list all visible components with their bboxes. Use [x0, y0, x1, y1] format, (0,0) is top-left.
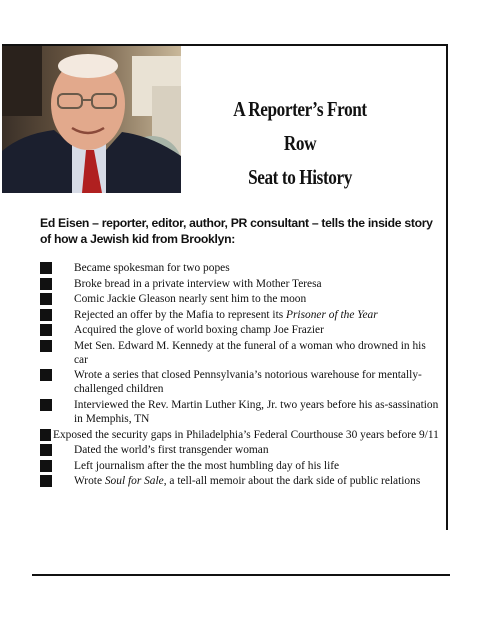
list-item [40, 277, 440, 291]
list-item [40, 339, 440, 367]
title-line-2: Seat to History [248, 165, 352, 189]
bullet-square-icon [40, 444, 52, 456]
bullet-square-icon [40, 324, 52, 336]
accomplishments-list [40, 261, 440, 490]
bullet-square-icon [40, 309, 52, 321]
list-item [40, 459, 440, 473]
list-item-text: Left journalism after the the most humbling day of his life [74, 459, 340, 472]
list-item-text: Wrote [74, 475, 105, 488]
list-item-text-after: , a tell-all memoir about the dark side of public relations [163, 475, 421, 488]
list-item-text: Exposed the security gaps in Philadelphia’s Federal Courthouse 30 years before 9/11 [53, 428, 439, 441]
bottom-rule [32, 574, 450, 576]
list-item-text: Acquired the glove of world boxing champ Joe Frazier [74, 324, 324, 336]
list-item [40, 308, 440, 322]
bullet-square-icon [40, 399, 52, 411]
intro-text: Ed Eisen – reporter, editor, author, PR consultant – tells the inside story of how a Jewish kid from Brooklyn: [40, 216, 433, 246]
bullet-square-icon [40, 460, 52, 472]
list-item-text: Met Sen. Edward M. Kennedy at the funeral of a woman who drowned in his car [74, 339, 426, 366]
list-item-italic: Prisoner of the Year [286, 308, 378, 321]
list-item-text: Wrote a series that closed Pennsylvania’s notorious warehouse for mentally-challenged children [74, 369, 422, 396]
bullet-square-icon [40, 475, 52, 487]
list-item [40, 368, 440, 396]
list-item [40, 398, 440, 426]
list-item-text: Rejected an offer by the Mafia to represent its [74, 308, 287, 321]
list-item-text: Broke bread in a private interview with Mother Teresa [74, 277, 322, 290]
list-item [40, 261, 440, 275]
bullet-square-icon [40, 293, 52, 305]
page-title [218, 92, 382, 194]
bullet-square-icon [40, 429, 51, 441]
list-item [40, 474, 440, 488]
list-item [40, 443, 440, 457]
list-item-text: Comic Jackie Gleason nearly sent him to the moon [74, 293, 307, 305]
frame-right-rule [446, 44, 448, 530]
bullet-square-icon [40, 369, 52, 381]
list-item [40, 323, 440, 337]
title-line-1: A Reporter’s Front Row [233, 97, 367, 155]
list-item-text: Dated the world’s first transgender woman [74, 444, 269, 457]
list-item-text: Interviewed the Rev. Martin Luther King, Jr. two years before his as-sassination in Memphis, TN [74, 398, 439, 426]
list-item-italic: Soul for Sale [104, 475, 164, 488]
author-portrait [2, 46, 181, 193]
list-item-text: Became spokesman for two popes [74, 262, 230, 274]
bullet-square-icon [40, 340, 52, 352]
list-item [40, 428, 440, 442]
list-item [40, 292, 440, 306]
author-photo [2, 46, 181, 193]
bullet-square-icon [40, 278, 52, 290]
bullet-square-icon [40, 262, 52, 274]
